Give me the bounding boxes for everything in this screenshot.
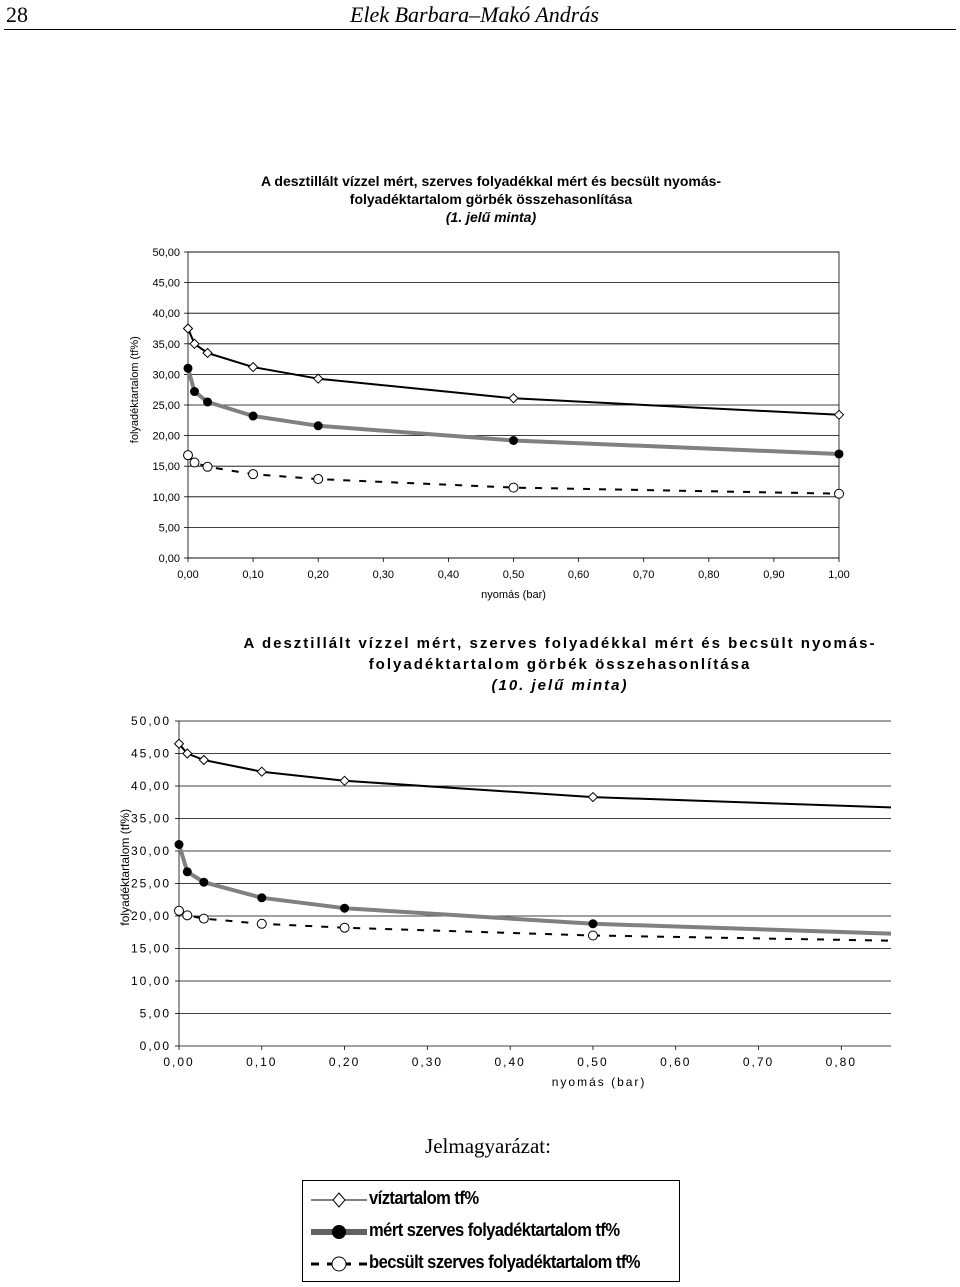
y-tick-label: 0,00: [158, 553, 180, 565]
series-estimated-point: [190, 458, 199, 467]
chart-title-line: folyadéktartalom görbék összehasonlítása: [349, 191, 633, 207]
series-water-point: [249, 363, 258, 372]
series-measured-point: [509, 436, 518, 445]
chart-sample-10: [0, 620, 960, 1090]
series-estimated-point: [509, 483, 518, 492]
y-tick-label: 35,00: [152, 338, 180, 351]
page-number: 28: [6, 2, 28, 27]
legend-label-estimated: becsült szerves folyadéktartalom tf%: [369, 1252, 640, 1272]
legend-item-water: [303, 1185, 679, 1215]
series-estimated-point: [183, 911, 192, 920]
y-tick-label: 30,00: [152, 369, 180, 382]
x-tick-label: 0,40: [494, 1055, 526, 1069]
series-measured-point: [190, 387, 199, 396]
series-estimated-point: [835, 489, 844, 498]
series-measured-point: [340, 904, 349, 913]
x-axis-label: nyomás (bar): [551, 1075, 647, 1089]
y-tick-label: 20,00: [152, 430, 180, 443]
series-measured-point: [257, 893, 266, 902]
x-tick-label: 0,10: [246, 1055, 278, 1069]
legend-label-measured: mért szerves folyadéktartalom tf%: [369, 1220, 620, 1240]
x-tick-label: 0,90: [763, 569, 785, 581]
x-tick-label: 0,40: [437, 569, 460, 581]
running-authors: Elek Barbara–Makó András: [350, 2, 599, 27]
y-tick-label: 45,00: [130, 746, 171, 761]
y-tick-label: 50,00: [130, 714, 171, 728]
y-tick-label: 45,00: [152, 277, 180, 290]
y-tick-label: 35,00: [130, 811, 171, 826]
legend: [302, 1180, 680, 1282]
series-water-point: [835, 410, 844, 419]
y-tick-label: 5,00: [139, 1006, 171, 1021]
x-tick-label: 0,50: [502, 569, 525, 581]
series-measured-point: [203, 397, 212, 406]
legend-title: Jelmagyarázat:: [425, 1134, 551, 1158]
page-header: [0, 0, 960, 34]
y-tick-label: 20,00: [130, 909, 171, 923]
series-measured-point: [175, 840, 184, 849]
header-rule: [4, 29, 956, 30]
x-tick-label: 0,60: [567, 569, 590, 581]
legend-item-estimated: [303, 1249, 679, 1279]
series-water-point: [257, 767, 266, 776]
y-tick-label: 50,00: [152, 247, 180, 259]
series-estimated-point: [257, 919, 266, 928]
series-estimated-point: [340, 923, 349, 932]
y-tick-label: 40,00: [130, 779, 171, 793]
series-water-point: [509, 394, 518, 403]
y-tick-label: 10,00: [130, 974, 171, 988]
x-tick-label: 0,30: [372, 569, 395, 581]
series-estimated-line: [179, 911, 891, 941]
series-water-point: [199, 756, 208, 765]
chart-title-line: A desztillált vízzel mért, szerves folyadékkal mért és becsült nyomás-: [243, 635, 877, 652]
x-tick-label: 0,80: [698, 569, 720, 581]
legend-label-water: víztartalom tf%: [369, 1188, 479, 1208]
open-circle-marker-icon: [332, 1257, 346, 1271]
series-measured-line: [179, 845, 891, 934]
series-water-point: [588, 793, 597, 802]
series-measured-point: [199, 878, 208, 887]
filled-circle-marker-icon: [332, 1225, 346, 1239]
x-tick-label: 0,60: [660, 1055, 692, 1069]
series-estimated-point: [249, 470, 258, 479]
x-tick-label: 1,00: [828, 569, 850, 581]
chart-subtitle: (10. jelű minta): [491, 677, 629, 694]
x-tick-label: 0,50: [577, 1055, 609, 1069]
y-tick-label: 0,00: [139, 1039, 171, 1053]
series-measured-point: [249, 412, 258, 421]
x-tick-label: 0,70: [632, 569, 655, 581]
y-tick-label: 10,00: [152, 491, 180, 504]
x-tick-label: 0,00: [163, 1055, 195, 1069]
y-tick-label: 5,00: [158, 522, 180, 535]
chart-subtitle: (1. jelű minta): [445, 209, 537, 225]
diamond-marker-icon: [333, 1193, 345, 1207]
series-estimated-point: [314, 475, 323, 484]
series-measured-point: [184, 364, 193, 373]
x-tick-label: 0,80: [825, 1055, 858, 1069]
series-water-point: [184, 324, 193, 333]
series-measured-point: [835, 449, 844, 458]
y-tick-label: 15,00: [130, 941, 171, 956]
series-estimated-point: [588, 931, 597, 940]
x-tick-label: 0,00: [177, 569, 199, 581]
series-water-point: [340, 776, 349, 785]
y-tick-label: 15,00: [152, 461, 180, 474]
y-tick-label: 30,00: [130, 844, 171, 858]
series-estimated-point: [184, 451, 193, 460]
chart-title-line: folyadéktartalom görbék összehasonlítása: [368, 656, 752, 673]
series-water-point: [314, 374, 323, 383]
series-measured-point: [588, 919, 597, 928]
legend-item-measured: [303, 1217, 679, 1247]
y-axis-label: folyadéktartalom (tf%): [129, 336, 141, 444]
x-tick-label: 0,20: [307, 569, 329, 581]
series-estimated-point: [199, 914, 208, 923]
x-tick-label: 0,30: [411, 1055, 444, 1069]
chart-title-line: A desztillált vízzel mért, szerves folyadékkal mért és becsült nyomás-: [260, 173, 722, 189]
series-measured-point: [183, 867, 192, 876]
x-tick-label: 0,20: [328, 1055, 361, 1069]
y-tick-label: 25,00: [130, 876, 171, 891]
x-tick-label: 0,70: [742, 1055, 775, 1069]
y-tick-label: 40,00: [152, 308, 180, 321]
y-tick-label: 25,00: [152, 400, 180, 412]
series-estimated-point: [175, 906, 184, 915]
x-axis-label: nyomás (bar): [481, 589, 546, 601]
x-tick-label: 0,10: [242, 569, 264, 581]
series-measured-point: [314, 421, 323, 430]
series-estimated-point: [203, 462, 212, 471]
y-axis-label: folyadéktartalom (tf%): [118, 808, 132, 926]
